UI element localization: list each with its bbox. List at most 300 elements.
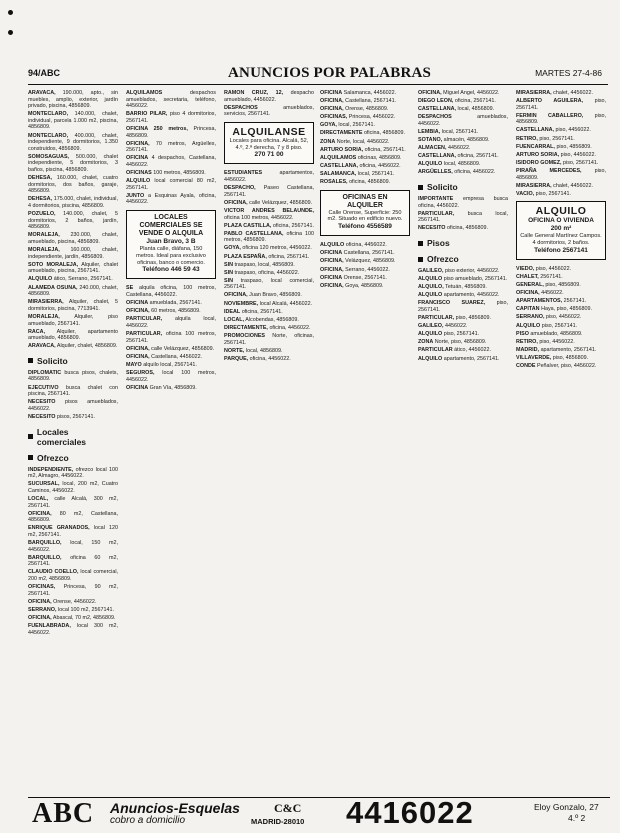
ad-body: Locales para oficina. Alcalá, 52, 4.º, 2.ª derecha, 7 y 8 piso. (229, 137, 309, 151)
classified-ad (28, 540, 118, 553)
column-4 (320, 90, 410, 793)
classified-ad (418, 339, 508, 346)
column-2 (126, 90, 216, 793)
classified-ad (28, 555, 118, 568)
ad-text: Velázquez, 4856809. (345, 258, 396, 265)
classified-ad (28, 211, 118, 231)
ad-text: piso, 2567141. (541, 322, 578, 329)
ad-keyword: ALQUILAMOS (126, 90, 163, 96)
classified-ad (224, 254, 314, 261)
ad-text: Serrano, 4456022. (345, 266, 390, 273)
ad-text: Orense, 4856809. (345, 106, 389, 113)
ad-text: oficina, 2567141. (454, 98, 496, 105)
ad-text: alquila local, 4456022. (126, 316, 216, 329)
ad-keyword: VACIO, (516, 190, 535, 197)
ad-size: 200 m² (550, 225, 572, 233)
classified-ad (320, 122, 410, 129)
ad-keyword: ALMACEN, (418, 145, 447, 152)
ad-text: 80 m2, Castellana, 4856809. (28, 510, 118, 524)
ad-keyword: SIN (224, 269, 233, 276)
footer-address: Eloy Gonzalo, 27 (534, 802, 599, 812)
classified-ad (28, 111, 118, 131)
ad-text: local, 2567141. (441, 128, 479, 135)
classified-ad (224, 170, 314, 183)
ad-keyword: ZONA (418, 339, 434, 346)
ad-keyword: CASTELLANA, (418, 153, 457, 160)
classified-ad (418, 161, 508, 168)
ad-text: oficina, 4856809. (349, 179, 391, 186)
classified-ad (28, 262, 118, 275)
footer-city: MADRID-28010 (251, 817, 305, 826)
classified-ad (516, 314, 606, 321)
classified-ad (28, 154, 118, 174)
ad-text: 2567141. (563, 298, 587, 305)
ad-keyword: ALQUILO, (418, 284, 444, 291)
ad-keyword: ARGÜELLES, (418, 169, 453, 176)
classified-ad (418, 145, 508, 152)
section-heading-locales: Locales comerciales (28, 427, 118, 447)
corner-mark (8, 10, 13, 15)
ad-keyword: OFICINA (320, 250, 343, 257)
ad-text: 160.000, chalet, independiente, jardín, 4856809. (28, 247, 118, 260)
ad-text: despachos amueblados, secretaria, teléfono, 4456022. (126, 90, 216, 110)
ad-text: 4 despachos, Castellana, 4456022. (126, 155, 216, 168)
classified-ad (516, 136, 606, 143)
classified-ad (516, 347, 606, 354)
classified-ad (126, 111, 216, 124)
ad-keyword: OFICINA, (320, 98, 344, 105)
classified-ad (320, 275, 410, 282)
ad-text: oficina, 4456022. (345, 242, 387, 249)
ad-keyword: INDEPENDIENTE, (28, 466, 74, 473)
classified-ad (516, 127, 606, 134)
ad-text: oficina, 4856809. (363, 130, 405, 137)
ad-keyword: MORALEJA, (28, 232, 60, 239)
display-ad-alquilanse (224, 122, 314, 165)
ad-keyword: OFICINAS (126, 170, 152, 177)
classified-ad (224, 105, 314, 118)
classified-ad (516, 152, 606, 159)
ad-keyword: SALAMANCA, (320, 170, 357, 177)
ad-text: apartamento, 2567141. (443, 355, 500, 362)
ad-keyword: OFICINA, (126, 353, 150, 360)
cc-logo: C&C (274, 801, 302, 815)
ad-text: oficina 120 metros, 4456022. (242, 245, 312, 252)
ad-keyword: APARTAMENTOS, (516, 298, 563, 305)
classified-ad (516, 183, 606, 190)
ad-keyword: CONDE (516, 363, 536, 370)
classified-ad (224, 200, 314, 207)
classified-ad (28, 399, 118, 412)
ad-title: ALQUILO (535, 205, 587, 218)
ad-text: calle Alcalá, 300 m2, 2567141. (28, 495, 118, 509)
ad-text: local 120 m2, 2567141. (28, 525, 118, 538)
classified-ad (516, 168, 606, 181)
ad-text: Orense, 4456022. (53, 598, 97, 605)
classified-ad (320, 179, 410, 186)
ad-keyword: RAMON CRUZ, 12, (224, 90, 284, 96)
ad-keyword: OFICINA (320, 90, 343, 96)
ad-keyword: SEGUROS, (126, 369, 155, 376)
classified-ad (516, 274, 606, 281)
ad-text: busca chalet con piscina, 2567141. (28, 384, 118, 398)
ad-keyword: BARQUILLO, (28, 554, 62, 561)
classified-ad (418, 137, 508, 144)
ad-keyword: DIEGO LEON, (418, 98, 454, 105)
ad-keyword: GOYA, (320, 122, 337, 129)
section-heading-pisos: Pisos (418, 238, 508, 248)
classified-ad (320, 98, 410, 105)
ad-keyword: MONTECLARO, (28, 132, 69, 139)
ad-text: Alcobendas, 4856809. (245, 316, 299, 323)
ad-body: Calle Orense, Superficie: 250 m2. Situado en edificio nuevo. (327, 209, 403, 223)
ad-text: alquilo local, 2567141. (143, 361, 197, 368)
classified-ad (126, 308, 216, 315)
section-heading-solicito: Solicito (418, 182, 508, 192)
ad-text: Norte, piso, 4856809. (434, 339, 487, 346)
ad-keyword: VILLAVERDE, (516, 354, 552, 361)
ad-text: piso, 4856809. (455, 315, 492, 322)
ad-text: Alquiler, chalet, 5 dormitorios, piscina, 7713941. (28, 299, 118, 312)
classified-ad (224, 262, 314, 269)
ad-text: Tetuán, 4856809. (445, 284, 487, 291)
classified-ad (418, 331, 508, 338)
classified-ad (418, 315, 508, 322)
display-ad-alquilo (516, 201, 606, 260)
ad-text: 240.000, chalet, 4856809. (28, 284, 118, 298)
classified-ad (126, 170, 216, 177)
ad-keyword: NECESITO (28, 399, 56, 406)
ad-keyword: ALQUILO (418, 292, 443, 299)
classified-ad (224, 270, 314, 277)
ad-text: a Esquinas Ayala, oficina, 4456022. (126, 192, 216, 206)
classified-ad (28, 414, 118, 421)
classified-ad (320, 130, 410, 137)
ad-keyword: LOCAL, (224, 316, 245, 323)
classified-ad (418, 153, 508, 160)
ad-text: empresa busca oficina, 4456022. (418, 196, 508, 209)
classified-ad (28, 467, 118, 480)
ad-keyword: PIRAÑA MERCEDES, (516, 167, 582, 174)
ad-keyword: SUCURSAL, (28, 481, 60, 488)
column-3 (224, 90, 314, 793)
ad-text: local comercial, 200 m2, 4856809. (28, 569, 118, 582)
ad-text: Norte, local, 4456022. (336, 138, 390, 145)
classified-ad (28, 370, 118, 383)
footer-title: Anuncios-Esquelas (110, 800, 240, 816)
ad-text: oficina 100 metros, 2567141. (126, 330, 216, 344)
ad-keyword: OFICINA (126, 155, 149, 162)
ad-keyword: RETIRO, (516, 338, 538, 345)
ad-text: Peñalver, piso, 4456022. (536, 363, 597, 370)
classified-ad (28, 175, 118, 195)
classified-ad (516, 355, 606, 362)
ad-keyword: CAPITAN (516, 306, 540, 313)
ad-keyword: MIRASIERRA, (516, 182, 552, 189)
classified-ad (418, 225, 508, 232)
ad-text: Princesa, 4856809. (126, 125, 216, 139)
ad-text: piso, 4456022. (560, 151, 597, 158)
ad-text: piso, 4456022. (555, 127, 591, 134)
ad-text: Castellana, 4456022. (151, 353, 203, 360)
classified-ad (28, 299, 118, 312)
ad-text: 190.000, apto., sin muebles, amplio, exterior, jardín privado, piscina, 4856809. (28, 90, 118, 110)
ad-text: ofrezco local 100 m2, Almagro, 4456022. (28, 466, 118, 480)
ad-text: Salamanca, 4456022. (343, 90, 397, 96)
ad-text: 60 metros, 4856809. (151, 308, 201, 315)
classified-ad (28, 569, 118, 582)
ad-keyword: SERRANO, (28, 606, 57, 613)
ad-keyword: ALBERTO AGUILERA, (516, 98, 584, 105)
ad-keyword: ALQUILAMOS (320, 154, 357, 161)
ad-text: 160.000, chalet, cuatro dormitorios, dos baños, garaje, 4856809. (28, 175, 118, 195)
ad-text: oficina, 2567141. (241, 308, 283, 315)
ad-keyword: OFICINA, (126, 345, 150, 352)
ad-keyword: OFICINAS, (28, 584, 56, 591)
classified-ad (418, 300, 508, 313)
ad-keyword: OFICINA (126, 300, 149, 307)
ad-keyword: OFICINA, (320, 282, 344, 289)
section-title: ANUNCIOS POR PALABRAS (228, 65, 432, 81)
ad-keyword: SIN (224, 277, 233, 284)
ad-keyword: OFICINA, (126, 308, 150, 315)
ad-text: oficina, 2567141. (268, 253, 310, 260)
ad-keyword: MIRASIERRA, (28, 299, 64, 306)
ad-keyword: SOTANO, (418, 137, 443, 144)
ad-text: Goya, 4856809. (345, 282, 384, 289)
ad-text: oficina 60 m2, 2567141. (28, 554, 118, 568)
ad-keyword: MORALEJA, (28, 247, 60, 254)
classified-ad (418, 276, 508, 283)
classified-ad (224, 185, 314, 198)
ad-keyword: ZONA (320, 138, 336, 145)
column-6 (516, 90, 606, 793)
ad-keyword: DESPACHOS (224, 104, 258, 111)
classified-ad (320, 147, 410, 154)
ad-text: oficina, 4456022. (269, 324, 311, 331)
classified-ad (224, 278, 314, 291)
ad-text: local, 200 m2, Cuatro Caminos, 4456022. (28, 481, 118, 494)
classified-ad (516, 266, 606, 273)
ad-text: 175.000, chalet, individual, 4 dormitorios, piscina, 4856809. (28, 196, 118, 209)
ad-keyword: OFICINA, (320, 266, 344, 273)
classified-ad (516, 90, 606, 97)
classified-ad (28, 285, 118, 298)
classified-ad (224, 90, 314, 103)
classified-ad (224, 231, 314, 244)
ad-keyword: ALQUILO (126, 178, 151, 185)
classified-ad (516, 98, 606, 111)
classified-ad (28, 584, 118, 597)
ad-text: Alquiler, chalet, 4856809. (56, 343, 118, 350)
ad-keyword: ENRIQUE GRANADOS, (28, 525, 90, 532)
ad-keyword: PABLO CASTELLANA, (224, 230, 284, 237)
ad-text: alquila oficina, 100 metros, Castellana, 4456022. (126, 285, 216, 298)
ad-text: local, 4856809. (245, 347, 283, 354)
ad-keyword: SIN (224, 261, 233, 268)
classified-ad (320, 171, 410, 178)
ad-keyword: BARQUILLO, (28, 539, 62, 546)
classified-ad (418, 284, 508, 291)
ad-text: Alquiler, apartamento amueblado, 4856809. (28, 328, 118, 342)
ad-text: local, 4856809. (457, 106, 495, 113)
classified-ad (28, 615, 118, 622)
ad-text: local 100 m2, 2567141. (57, 606, 115, 613)
ad-phone: Teléfono 2567141 (534, 246, 588, 254)
classified-ad (28, 481, 118, 494)
classified-ad (320, 163, 410, 170)
ad-text: piso, 2567141. (418, 300, 508, 313)
ad-subtitle: OFICINA O VIVIENDA (528, 217, 594, 225)
ad-keyword: DIPLOMATIC (28, 369, 62, 376)
ad-keyword: ESTUDIANTES (224, 170, 263, 177)
ad-keyword: BARRIO PILAR, (126, 111, 168, 118)
ad-keyword: OFICINA, (320, 106, 344, 113)
ad-text: oficina, 4456022. (454, 169, 496, 176)
ad-text: calle Velázquez, 4856809. (249, 199, 313, 206)
ad-keyword: OFICINA, (28, 614, 52, 621)
ad-keyword: PARTICULAR (418, 347, 453, 354)
ad-text: 4456022. (447, 145, 471, 152)
ad-keyword: GOYA, (224, 245, 241, 252)
ad-text: piso, 4856809. (516, 167, 606, 181)
ad-keyword: ALQUILO (418, 161, 443, 168)
classified-ad (28, 276, 118, 283)
ad-keyword: NECESITO (418, 225, 446, 232)
ad-text: traspaso, local comercial, 2567141. (224, 277, 314, 291)
classified-ad (418, 98, 508, 105)
ad-keyword: ALQUILO (516, 322, 541, 329)
classified-ad (224, 309, 314, 316)
ad-keyword: GALILEO, (418, 268, 444, 274)
classified-ad (418, 169, 508, 176)
ad-text: piso, 2567141. (516, 98, 606, 111)
abc-logo: ABC (32, 798, 95, 829)
ad-keyword: EJECUTIVO (28, 384, 59, 391)
classified-ad (28, 247, 118, 260)
classified-ad (516, 331, 606, 338)
ad-text: local 300 m2, 4456022. (28, 623, 118, 636)
ad-text: piso, 4856809. (556, 143, 592, 150)
ad-keyword: OFICINA, (28, 510, 52, 517)
classified-ad (418, 211, 508, 224)
ad-text: local 100 metros, 4456022. (126, 369, 216, 383)
ad-text: piso, 2567141. (563, 159, 599, 166)
classified-ad (28, 329, 118, 342)
ad-text: local, 2567141. (338, 122, 375, 129)
classified-ad (418, 323, 508, 330)
classified-ad (126, 354, 216, 361)
ad-title: LOCALES COMERCIALES SE VENDE O ALQUILA (138, 214, 204, 237)
ad-keyword: PARTICULAR, (126, 330, 163, 337)
ad-text: oficina 100 metros, 4456022. (224, 214, 294, 221)
classified-ad (28, 525, 118, 538)
ad-keyword: FRANCISCO SUAREZ, (418, 300, 486, 307)
classified-ad (516, 323, 606, 330)
ad-keyword: CASTELLANA, (418, 106, 457, 113)
ad-text: despacho amueblado, 4456022. (224, 90, 314, 103)
ads-columns (28, 90, 610, 793)
classified-ad (126, 346, 216, 353)
ad-text: oficina, 4456022. (359, 162, 401, 169)
ad-keyword: MIRASIERRA, (516, 90, 552, 96)
ad-text: 4456022. (444, 323, 468, 330)
ad-keyword: CASTELLANA, (516, 127, 555, 134)
ad-keyword: NOVIEMBRE, (224, 300, 259, 307)
ad-text: piso exterior, 4456022. (444, 268, 500, 274)
ad-keyword: FUENCARRAL, (516, 143, 555, 150)
ad-text: Haya, piso, 4856809. (541, 306, 593, 313)
footer-subtitle: cobro a domicilio (110, 815, 186, 826)
classified-ad (28, 599, 118, 606)
ad-keyword: VICTOR ANDRES BELAUNDE, (224, 207, 314, 214)
ad-text: Alquiler, chalet amueblado, piscina, 2567141. (28, 261, 118, 275)
ad-keyword: DEHESA, (28, 196, 52, 203)
ad-keyword: POZUELO, (28, 211, 56, 218)
ad-text: pisos amueblados, 4456022. (28, 399, 118, 412)
ad-text: traspaso, local, 4856809. (234, 261, 295, 268)
classified-ad (320, 250, 410, 257)
ad-keyword: PARQUE, (224, 355, 249, 362)
ad-keyword: ALAMEDA OSUNA, (28, 284, 78, 291)
ad-text: ático, 4456022. (454, 347, 492, 354)
classified-ad (28, 133, 118, 153)
classified-ad (418, 114, 508, 127)
classified-ad (126, 331, 216, 344)
ad-text: 2567141. (540, 274, 563, 280)
classified-ad (418, 90, 508, 97)
ad-keyword: PLAZA CASTILLA, (224, 222, 272, 229)
ad-keyword: CASTELLANA, (320, 162, 359, 169)
ad-keyword: OFICINAS, (320, 114, 348, 121)
section-heading-ofrezco: Ofrezco (418, 254, 508, 264)
classified-ad (516, 290, 606, 297)
classified-ad (320, 90, 410, 97)
ad-text: chalet, 4456022. (553, 182, 594, 189)
ad-text: oficina 100 metros, 4856809. (224, 230, 314, 244)
ad-text: Juan Bravo, 4856809. (249, 292, 302, 299)
classified-ad (28, 90, 118, 110)
ad-keyword: DEHESA, (28, 175, 52, 182)
classified-ad (224, 317, 314, 324)
ad-keyword: MONTECLARO, (28, 111, 69, 118)
ad-keyword: JUNTO (126, 192, 145, 199)
ad-text: pisos, 2567141. (56, 413, 96, 420)
ad-text: apartamento, 2567141. (540, 346, 597, 353)
classified-ad (320, 258, 410, 265)
classified-ad (28, 314, 118, 327)
ad-keyword: DIRECTAMENTE (320, 130, 363, 137)
ad-text: Castellana, 2567141. (343, 250, 395, 257)
classified-ad (516, 144, 606, 151)
ad-keyword: SERRANO, (516, 314, 545, 321)
classified-ad (516, 160, 606, 167)
ad-keyword: ARAVACA, (28, 343, 56, 350)
classified-ad (126, 300, 216, 307)
ad-keyword: SE (126, 285, 134, 292)
ad-text: piso amueblado, 2567141. (443, 276, 508, 283)
ad-keyword: ALQUILO (320, 242, 345, 249)
section-heading-ofrezco: Ofrezco (28, 453, 118, 463)
ad-keyword: OFICINA, (516, 290, 540, 297)
ad-keyword: DESPACHO, (224, 185, 256, 192)
ad-text: amueblado, 4856809. (530, 330, 583, 337)
ad-keyword: LEMBIA, (418, 128, 441, 135)
ad-keyword: ISIDORO GOMEZ, (516, 159, 562, 166)
ad-keyword: OFICINA (126, 384, 149, 391)
classified-ad (28, 607, 118, 614)
classified-ad (320, 283, 410, 290)
